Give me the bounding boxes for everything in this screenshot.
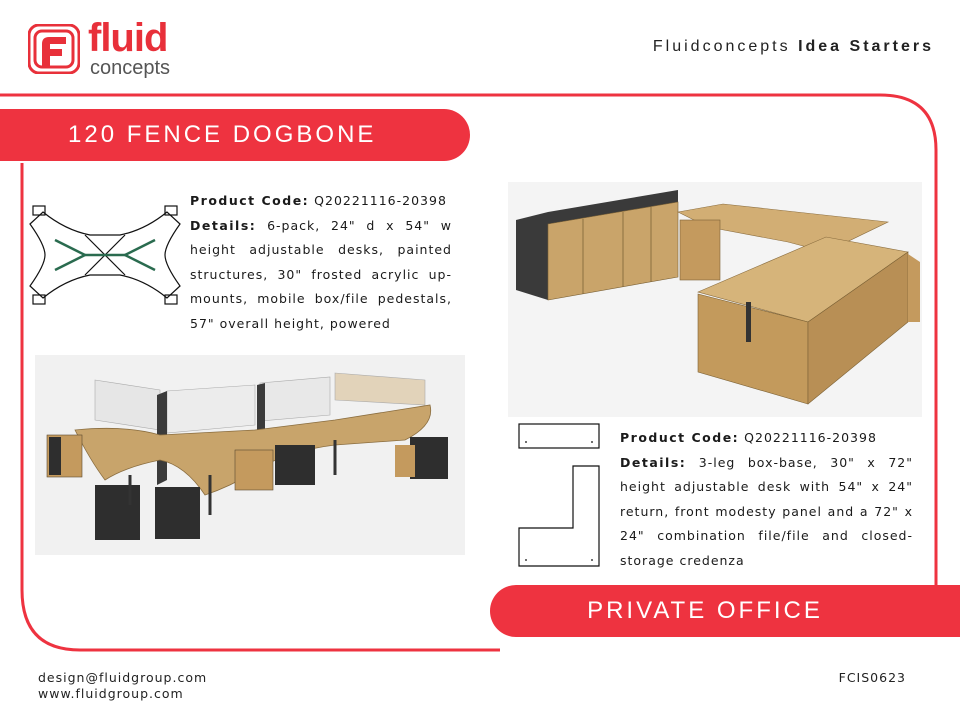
details-label: Details: [190,217,257,233]
logo-mark-icon [28,24,80,74]
footer-email[interactable]: design@fluidgroup.com [38,670,208,685]
logo-word: fluid [88,16,168,60]
product-code-label-2: Product Code: [620,430,740,445]
product-description-fence-dogbone [190,189,452,336]
footer-doc-code: FCIS0623 [838,670,906,685]
product-code-label: Product Code: [190,193,310,208]
tagline [653,38,934,56]
details-label-2: Details: [620,454,687,470]
private-office-photo [508,182,922,417]
fence-dogbone-photo [35,355,465,555]
dogbone-plan-drawing [25,200,185,310]
details-text-2: 3-leg box-base, 30" x 72" height adjustable desk with 54" x 24" return, front modesty panel and a 72" x 24" combination file/file and closed-storage credenza [620,454,913,568]
logo-subword: concepts [90,57,171,79]
product-code-value-2: Q20221116-20398 [744,430,877,445]
tagline-regular: Fluidconcepts [652,38,791,55]
footer-contact [38,670,207,702]
tagline-bold: Idea Starters [798,38,934,55]
footer-website[interactable]: www.fluidgroup.com [38,686,184,701]
private-office-plan-drawing [515,420,605,570]
section-title-private-office: PRIVATE OFFICE [490,585,960,637]
details-text: 6-pack, 24" d x 54" w height adjustable desks, painted structures, 30" frosted acrylic up-mounts, mobile box/file pedestals, 57" overall height, powered [190,217,452,331]
fluid-logo[interactable] [28,16,198,82]
section-title-fence-dogbone: 120 FENCE DOGBONE [0,109,470,161]
product-code-value: Q20221116-20398 [314,193,447,208]
product-description-private-office [620,426,913,573]
